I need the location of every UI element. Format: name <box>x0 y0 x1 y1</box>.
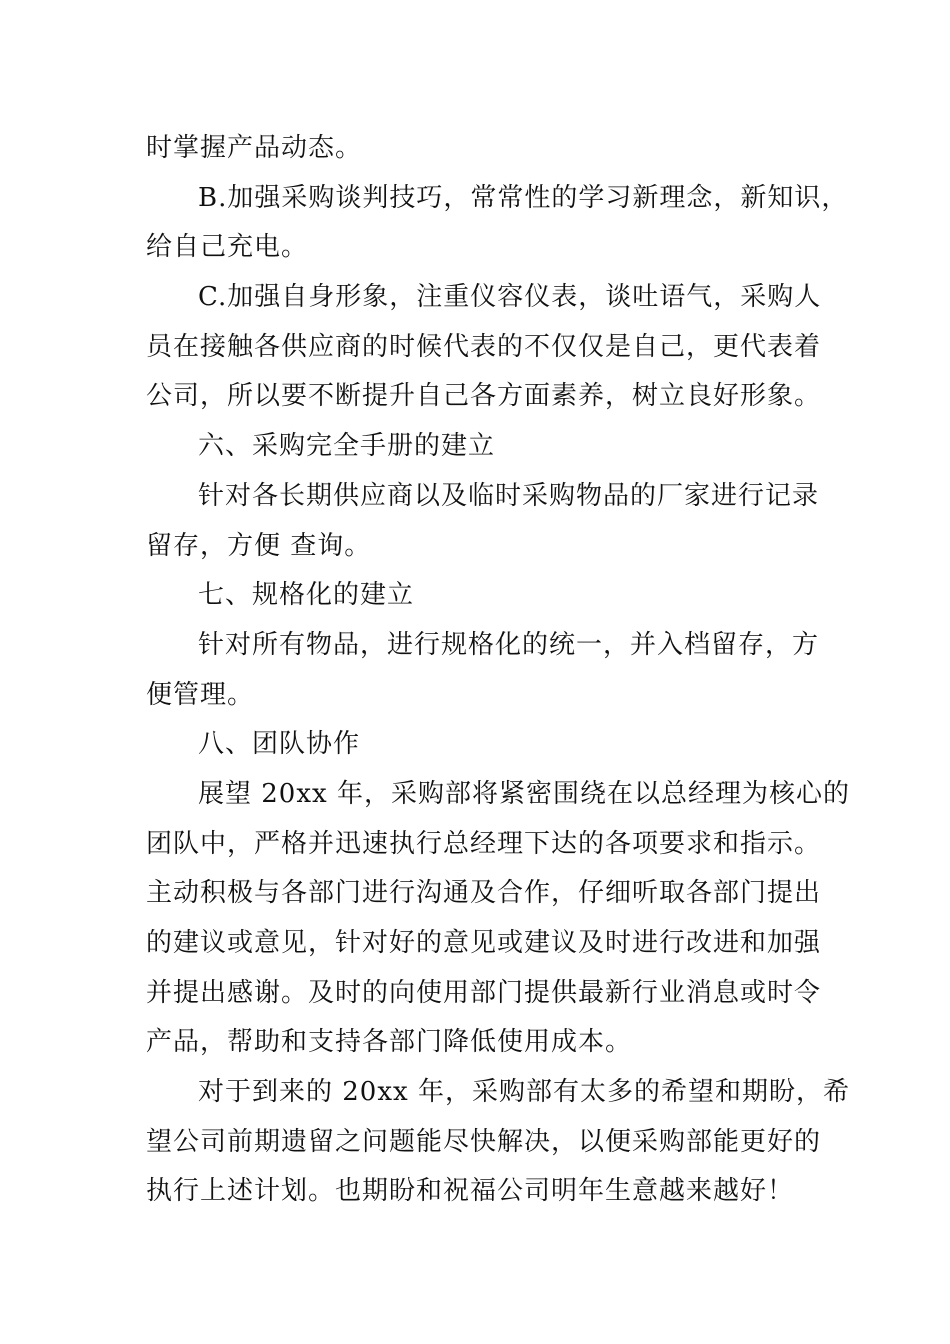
text-line: 团队中，严格并迅速执行总经理下达的各项要求和指示。 <box>146 828 822 859</box>
section-heading: 七、规格化的建立 <box>198 580 415 611</box>
text-line: 的建议或意见，针对好的意见或建议及时进行改进和加强 <box>146 928 822 958</box>
text-line: 针对所有物品，进行规格化的统一，并入档留存，方 <box>198 629 820 660</box>
text-line: 针对各长期供应商以及临时采购物品的厂家进行记录 <box>198 480 820 511</box>
text-line: 产品，帮助和支持各部门降低使用成本。 <box>146 1027 633 1058</box>
text-line: 公司，所以要不断提升自己各方面素养，树立良好形象。 <box>146 381 822 412</box>
text-line: C.加强自身形象，注重仪容仪表，谈吐语气，采购人 <box>198 282 822 313</box>
section-heading: 八、团队协作 <box>198 729 361 760</box>
text-line: 给自己充电。 <box>146 232 309 263</box>
document-body <box>146 124 850 1217</box>
text-line: B.加强采购谈判技巧，常常性的学习新理念，新知识， <box>198 182 849 213</box>
text-line: 留存，方便 查询。 <box>146 530 372 561</box>
text-line: 望公司前期遗留之问题能尽快解决，以便采购部能更好的 <box>146 1126 822 1157</box>
text-line: 执行上述计划。也期盼和祝福公司明年生意越来越好！ <box>146 1176 795 1207</box>
text-line: 展望 20xx 年，采购部将紧密围绕在以总经理为核心的 <box>198 778 850 809</box>
text-line: 主动积极与各部门进行沟通及合作，仔细听取各部门提出 <box>146 878 822 909</box>
text-line: 便管理。 <box>146 679 255 710</box>
section-heading: 六、采购完全手册的建立 <box>198 431 496 462</box>
text-line: 对于到来的 20xx 年，采购部有太多的希望和期盼，希 <box>198 1077 850 1108</box>
text-line: 员在接触各供应商的时候代表的不仅仅是自己，更代表着 <box>146 331 822 362</box>
text-line: 时掌握产品动态。 <box>146 133 363 163</box>
text-line: 并提出感谢。及时的向使用部门提供最新行业消息或时令 <box>146 977 822 1008</box>
